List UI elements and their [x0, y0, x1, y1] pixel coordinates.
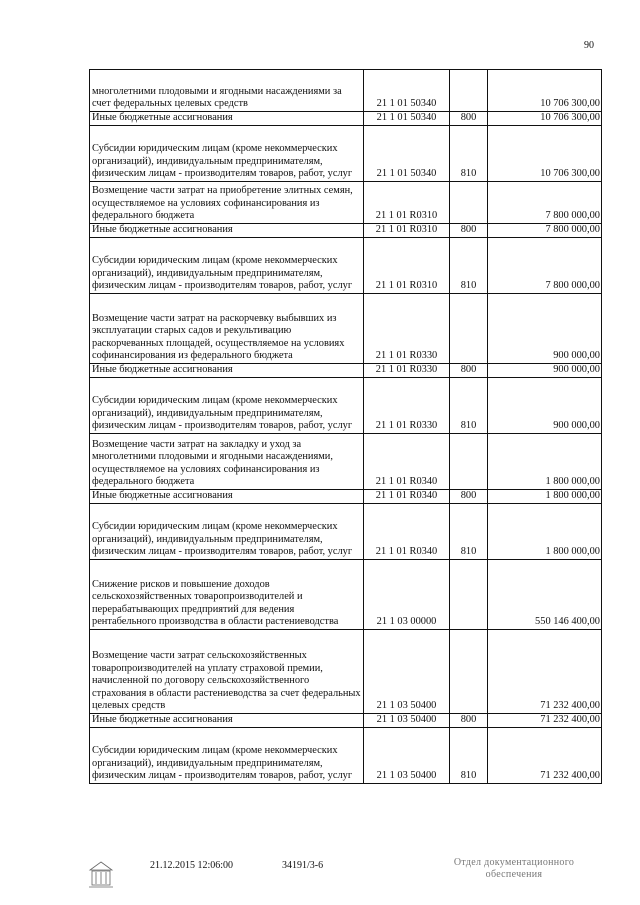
row-code-cell: 21 1 01 R0310 — [364, 224, 450, 238]
row-name-cell: Возмещение части затрат на раскорчевку выбывших из эксплуатации старых садов и рекультивацию раскорчеванных площадей, осуществляемое на условиях софинансирования из федерального бюджета — [90, 294, 364, 364]
row-code-cell: 21 1 01 R0310 — [364, 238, 450, 294]
table-row — [90, 126, 602, 182]
table-row — [90, 504, 602, 560]
building-stamp-icon — [88, 860, 114, 890]
row-name-cell: Возмещение части затрат на закладку и уход за многолетними плодовыми и ягодными насаждениями, осуществляемое на условиях софинансирования из федерального бюджета — [90, 434, 364, 490]
row-sum-cell: 900 000,00 — [488, 294, 602, 364]
row-code-cell: 21 1 03 50400 — [364, 714, 450, 728]
row-type-cell: 810 — [450, 378, 488, 434]
row-code-cell: 21 1 01 R0340 — [364, 434, 450, 490]
page-number: 90 — [584, 40, 594, 51]
row-name-cell: Субсидии юридическим лицам (кроме некоммерческих организаций), индивидуальным предпринимателям, физическим лицам - производителям товаров, работ, услуг — [90, 126, 364, 182]
row-name-cell: Субсидии юридическим лицам (кроме некоммерческих организаций), индивидуальным предпринимателям, физическим лицам - производителям товаров, работ, услуг — [90, 378, 364, 434]
table-row — [90, 364, 602, 378]
row-sum-cell: 1 800 000,00 — [488, 434, 602, 490]
row-name-cell: Иные бюджетные ассигнования — [90, 112, 364, 126]
row-name-cell: Иные бюджетные ассигнования — [90, 714, 364, 728]
row-type-cell: 800 — [450, 364, 488, 378]
row-code-cell: 21 1 03 50400 — [364, 630, 450, 714]
row-sum-cell: 71 232 400,00 — [488, 728, 602, 784]
row-type-cell — [450, 70, 488, 112]
row-sum-cell: 10 706 300,00 — [488, 70, 602, 112]
row-code-cell: 21 1 01 R0310 — [364, 182, 450, 224]
row-name-cell: Возмещение части затрат на приобретение элитных семян, осуществляемое на условиях софинансирования из федерального бюджета — [90, 182, 364, 224]
row-code-cell: 21 1 01 50340 — [364, 126, 450, 182]
table-row — [90, 378, 602, 434]
row-name-cell: Субсидии юридическим лицам (кроме некоммерческих организаций), индивидуальным предпринимателям, физическим лицам - производителям товаров, работ, услуг — [90, 238, 364, 294]
budget-table-body — [90, 70, 602, 784]
row-sum-cell: 900 000,00 — [488, 364, 602, 378]
row-sum-cell: 900 000,00 — [488, 378, 602, 434]
row-type-cell: 800 — [450, 112, 488, 126]
table-row — [90, 728, 602, 784]
row-code-cell: 21 1 01 R0340 — [364, 490, 450, 504]
row-sum-cell: 7 800 000,00 — [488, 182, 602, 224]
row-name-cell: многолетними плодовыми и ягодными насаждениями за счет федеральных целевых средств — [90, 70, 364, 112]
row-name-cell: Иные бюджетные ассигнования — [90, 364, 364, 378]
row-name-cell: Иные бюджетные ассигнования — [90, 224, 364, 238]
row-type-cell: 800 — [450, 224, 488, 238]
row-type-cell — [450, 560, 488, 630]
footer-document-code: 34191/3-6 — [282, 860, 324, 871]
row-type-cell: 810 — [450, 504, 488, 560]
table-row — [90, 714, 602, 728]
row-sum-cell: 71 232 400,00 — [488, 714, 602, 728]
table-row — [90, 112, 602, 126]
row-code-cell: 21 1 01 R0340 — [364, 504, 450, 560]
table-row — [90, 182, 602, 224]
footer-datetime: 21.12.2015 12:06:00 — [150, 860, 234, 871]
page-footer — [0, 852, 640, 892]
row-type-cell — [450, 294, 488, 364]
row-type-cell — [450, 182, 488, 224]
row-sum-cell: 10 706 300,00 — [488, 112, 602, 126]
row-code-cell: 21 1 01 R0330 — [364, 364, 450, 378]
row-type-cell: 810 — [450, 126, 488, 182]
table-row — [90, 238, 602, 294]
table-row — [90, 224, 602, 238]
row-name-cell: Субсидии юридическим лицам (кроме некоммерческих организаций), индивидуальным предпринимателям, физическим лицам - производителям товаров, работ, услуг — [90, 504, 364, 560]
table-row — [90, 434, 602, 490]
row-code-cell: 21 1 03 00000 — [364, 560, 450, 630]
budget-table — [89, 69, 602, 784]
table-row — [90, 630, 602, 714]
table-row — [90, 490, 602, 504]
row-type-cell: 800 — [450, 490, 488, 504]
row-sum-cell: 1 800 000,00 — [488, 504, 602, 560]
row-code-cell: 21 1 01 R0330 — [364, 294, 450, 364]
table-row — [90, 560, 602, 630]
row-name-cell: Снижение рисков и повышение доходов сельскохозяйственных товаропроизводителей и перерабатывающих предприятий для ведения рентабельного производства в области растениеводства — [90, 560, 364, 630]
row-code-cell: 21 1 01 50340 — [364, 70, 450, 112]
row-type-cell: 800 — [450, 714, 488, 728]
row-sum-cell: 10 706 300,00 — [488, 126, 602, 182]
table-row — [90, 70, 602, 112]
row-code-cell: 21 1 01 50340 — [364, 112, 450, 126]
row-sum-cell: 550 146 400,00 — [488, 560, 602, 630]
row-sum-cell: 7 800 000,00 — [488, 224, 602, 238]
row-sum-cell: 7 800 000,00 — [488, 238, 602, 294]
row-type-cell — [450, 434, 488, 490]
table-row — [90, 294, 602, 364]
row-sum-cell: 1 800 000,00 — [488, 490, 602, 504]
row-code-cell: 21 1 01 R0330 — [364, 378, 450, 434]
row-code-cell: 21 1 03 50400 — [364, 728, 450, 784]
row-type-cell — [450, 630, 488, 714]
row-sum-cell: 71 232 400,00 — [488, 630, 602, 714]
row-name-cell: Возмещение части затрат сельскохозяйственных товаропроизводителей на уплату страховой премии, начисленной по договору сельскохозяйственного страхования в области растениеводства за счет федеральных целевых средств — [90, 630, 364, 714]
footer-department-watermark: Отдел документационного обеспечения — [453, 857, 575, 880]
row-name-cell: Субсидии юридическим лицам (кроме некоммерческих организаций), индивидуальным предпринимателям, физическим лицам - производителям товаров, работ, услуг — [90, 728, 364, 784]
row-type-cell: 810 — [450, 728, 488, 784]
row-name-cell: Иные бюджетные ассигнования — [90, 490, 364, 504]
row-type-cell: 810 — [450, 238, 488, 294]
